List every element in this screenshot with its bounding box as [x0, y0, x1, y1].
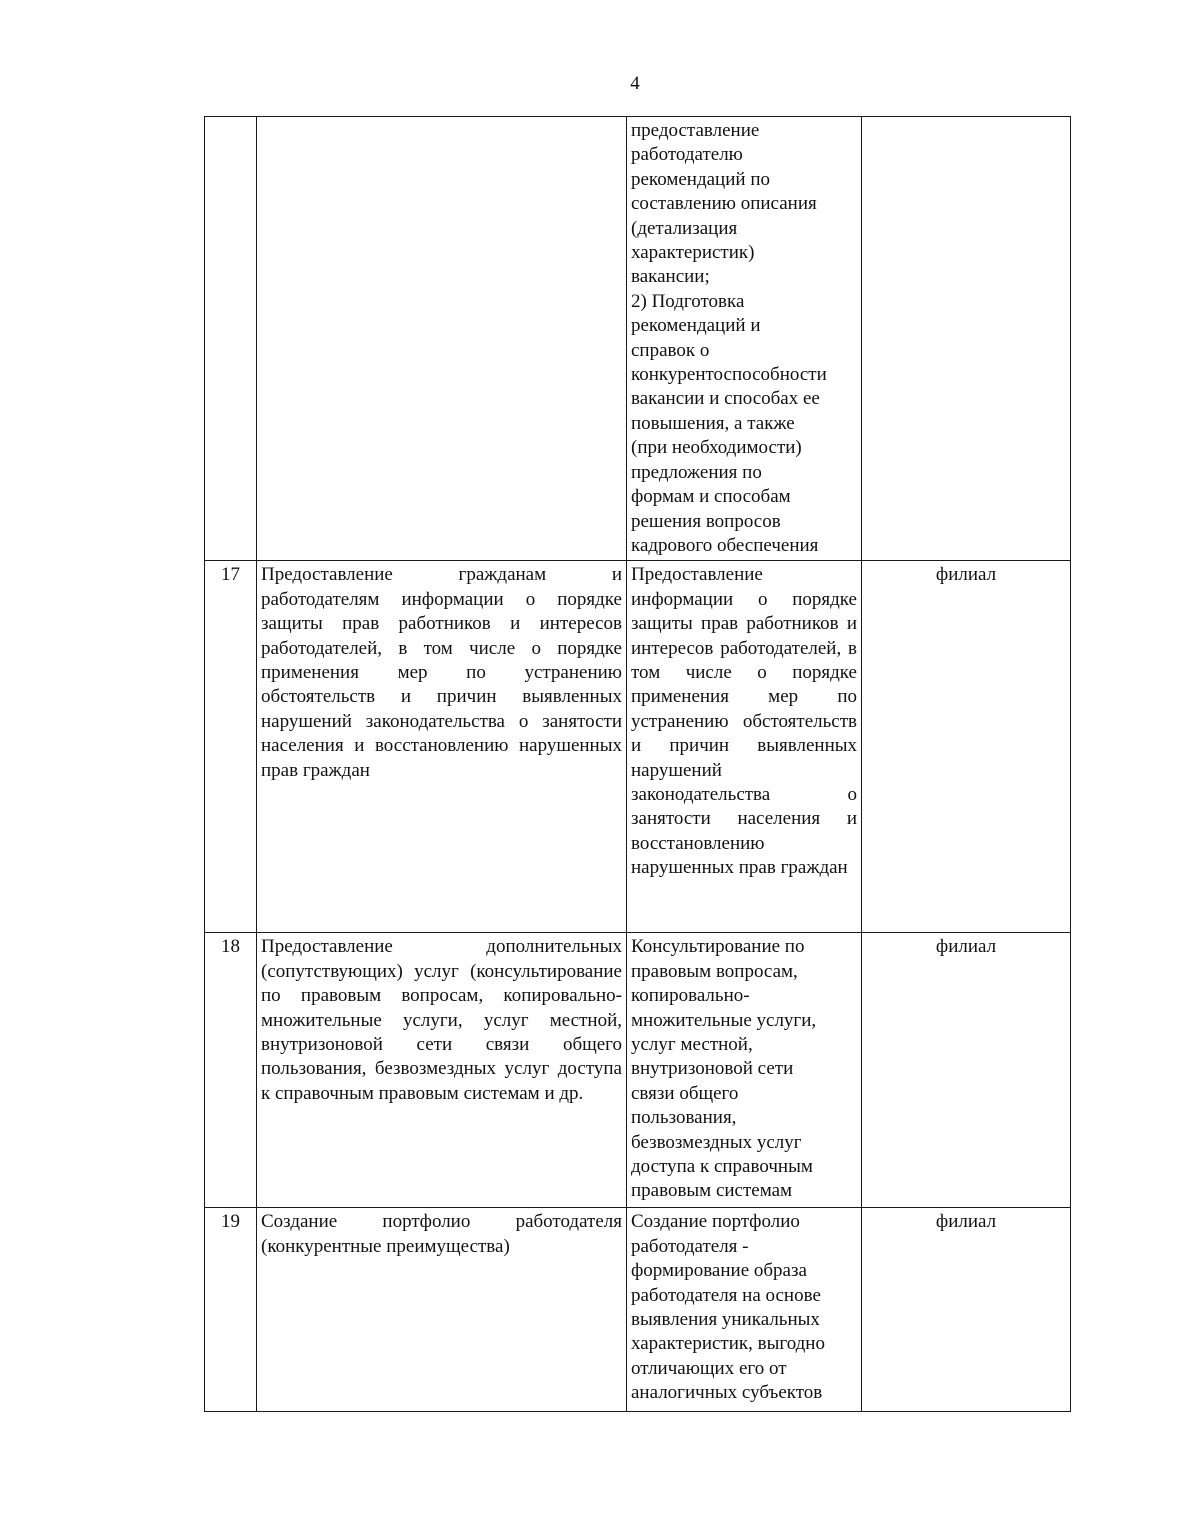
row-number: 19 — [205, 1208, 257, 1412]
table-row — [205, 1208, 1071, 1412]
service-name: Предоставление дополнительных (сопутствующих) услуг (консультирование по правовым вопросам, копировально-множительные услуги, услуг местной, внутризоновой сети связи общего пользования, безвозмездных услуг доступа к справочным правовым системам и др. — [257, 933, 627, 1208]
table-row — [205, 117, 1071, 561]
table-row — [205, 933, 1071, 1208]
service-name: Создание портфолио работодателя (конкурентные преимущества) — [257, 1208, 627, 1412]
service-content: предоставление работодателю рекомендаций по составлению описания (детализация характеристик) вакансии; 2) Подготовка рекомендаций и справок о конкурентоспособности вакансии и способах ее повышения, а также (при необходимости) предложения по формам и способам решения вопросов кадрового обеспечения — [627, 117, 862, 561]
responsible-unit: филиал — [862, 561, 1071, 933]
service-name: Предоставление гражданам и работодателям информации о порядке защиты прав работников и интересов работодателей, в том числе о порядке применения мер по устранению обстоятельств и причин выявленных нарушений законодательства о занятости населения и восстановлению нарушенных прав граждан — [257, 561, 627, 933]
page-number: 4 — [630, 73, 640, 94]
table-row — [205, 561, 1071, 933]
services-table — [204, 116, 1071, 1412]
responsible-unit: филиал — [862, 933, 1071, 1208]
responsible-unit: филиал — [862, 1208, 1071, 1412]
service-name — [257, 117, 627, 561]
service-content: Создание портфолио работодателя - формирование образа работодателя на основе выявления уникальных характеристик, выгодно отличающих его от аналогичных субъектов — [627, 1208, 862, 1412]
row-number — [205, 117, 257, 561]
service-content: Предоставление информации о порядке защиты прав работников и интересов работодателей, в том числе о порядке применения мер по устранению обстоятельств и причин выявленных нарушений законодательства о занятости населения и восстановлению нарушенных прав граждан — [627, 561, 862, 933]
row-number: 18 — [205, 933, 257, 1208]
responsible-unit — [862, 117, 1071, 561]
row-number: 17 — [205, 561, 257, 933]
service-content: Консультирование по правовым вопросам, копировально- множительные услуги, услуг местной, внутризоновой сети связи общего пользования, безвозмездных услуг доступа к справочным правовым системам — [627, 933, 862, 1208]
